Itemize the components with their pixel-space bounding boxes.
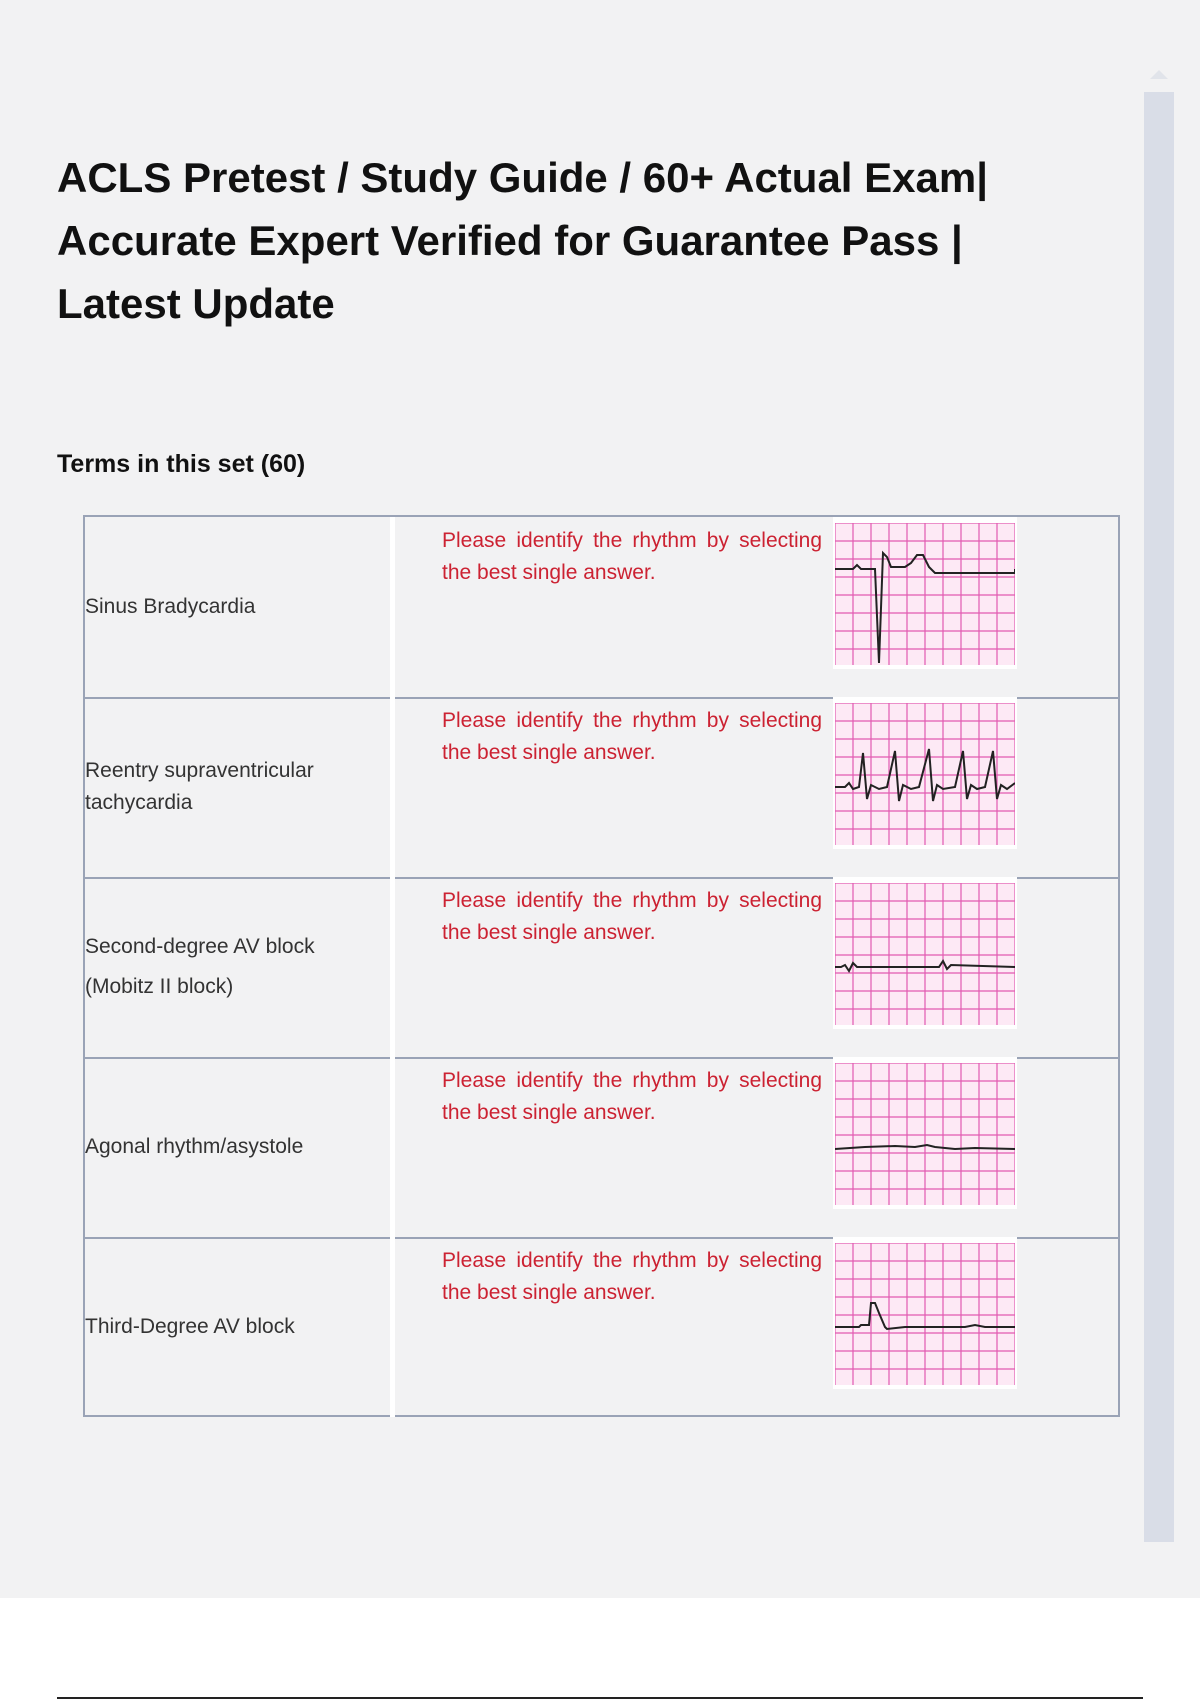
- ecg-strip-third-degree-block-icon[interactable]: [833, 1237, 1017, 1389]
- ecg-grid: [835, 1243, 1015, 1385]
- ecg-strip-sinus-bradycardia-icon[interactable]: [833, 517, 1017, 669]
- scroll-up-arrow-icon[interactable]: [1150, 70, 1168, 79]
- question-prompt: Please identify the rhythm by selecting the best single answer.: [442, 529, 822, 584]
- question-prompt: Please identify the rhythm by selecting the best single answer.: [442, 1069, 822, 1124]
- question-prompt: Please identify the rhythm by selecting the best single answer.: [442, 1249, 822, 1304]
- column-separator: [390, 697, 395, 877]
- ecg-grid: [835, 883, 1015, 1025]
- term-label: Third-Degree AV block: [85, 1315, 295, 1338]
- term-row: [85, 877, 1118, 1059]
- ecg-strip-svt-icon[interactable]: [833, 697, 1017, 849]
- ecg-grid: [835, 523, 1015, 665]
- column-separator: [390, 877, 395, 1057]
- term-row: [85, 517, 1118, 699]
- scrollbar[interactable]: [1144, 92, 1174, 1542]
- column-separator: [390, 1237, 395, 1417]
- term-label: Agonal rhythm/asystole: [85, 1135, 304, 1158]
- question-prompt: Please identify the rhythm by selecting the best single answer.: [442, 709, 822, 764]
- terms-table: [83, 515, 1120, 1417]
- question-prompt: Please identify the rhythm by selecting the best single answer.: [442, 889, 822, 944]
- term-label: Sinus Bradycardia: [85, 595, 256, 618]
- ecg-strip-agonal-icon[interactable]: [833, 1057, 1017, 1209]
- term-label: Second-degree AV block (Mobitz II block): [85, 935, 315, 998]
- ecg-grid: [835, 1063, 1015, 1205]
- ecg-strip-mobitz-ii-icon[interactable]: [833, 877, 1017, 1029]
- terms-count-heading: Terms in this set (60): [57, 450, 306, 478]
- column-separator: [390, 517, 395, 697]
- term-row: [85, 1057, 1118, 1239]
- document-title: ACLS Pretest / Study Guide / 60+ Actual Exam| Accurate Expert Verified for Guarantee Pass | Latest Update: [57, 154, 988, 327]
- footer-divider: [57, 1697, 1143, 1699]
- term-row: [85, 697, 1118, 879]
- term-row: [85, 1237, 1118, 1417]
- column-separator: [390, 1057, 395, 1237]
- term-label: Reentry supraventricular tachycardia: [85, 759, 314, 814]
